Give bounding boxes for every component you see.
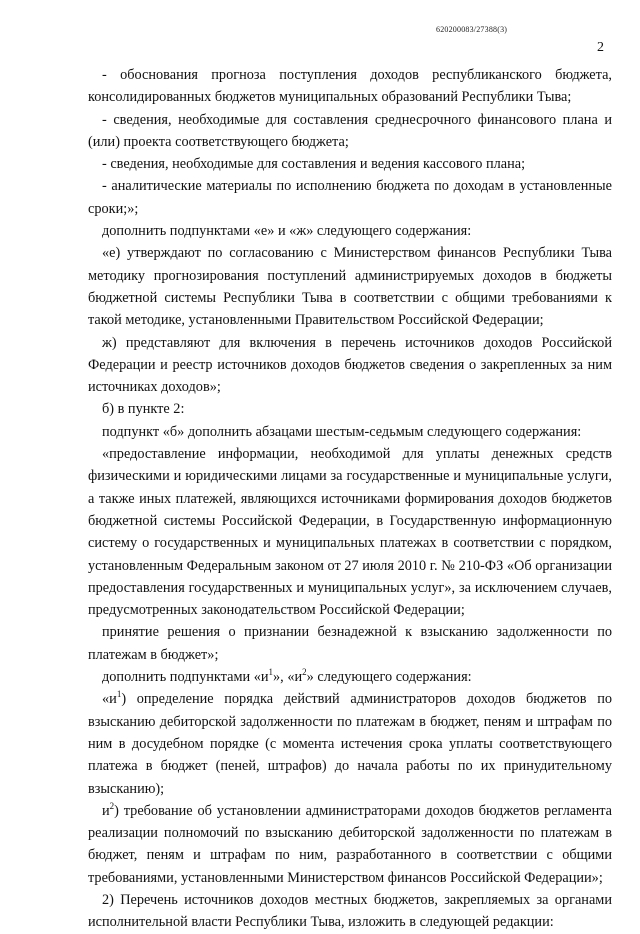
paragraph-15: 2) Перечень источников доходов местных бюджетов, закрепляемых за органами исполнительной власти Республики Тыва, изложить в следующей редакции: [88,891,612,931]
document-id: 620200083/27388(3) [436,25,508,34]
paragraph-3: - сведения, необходимые для составления и ведения кассового плана; [102,156,526,173]
page-number: 2 [597,40,604,55]
paragraph-4: - аналитические материалы по исполнению бюджета по доходам в установленные сроки;»; [88,178,612,217]
document-body [88,64,612,934]
paragraph-8: б) в пункте 2: [102,401,185,418]
paragraph-5: дополнить подпунктами «е» и «ж» следующего содержания: [102,223,472,240]
paragraph-11: принятие решения о признании безнадежной к взысканию задолженности по платежам в бюджет»; [88,624,612,663]
paragraph-9: подпункт «б» дополнить абзацами шестым-седьмым следующего содержания: [102,423,582,440]
paragraph-6: «е) утверждают по согласованию с Министерством финансов Республики Тыва методику прогнозирования поступлений администрируемых доходов в бюджеты бюджетной системы Республики Тыва в соответствии с общими требованиями к такой методике, установленными Правительством Российской Федерации; [88,245,612,329]
paragraph-14: $и^2$) требование об установлении администраторами доходов бюджетов регламента реализации полномочий по взысканию дебиторской задолженности по платежам в бюджет, пеням и штрафам по ним, разработанного в соответствии с общими требованиями, установленными Министерством финансов Российской Федерации»; [88,801,612,886]
paragraph-7: ж) представляют для включения в перечень источников доходов Российской Федерации и реестр источников доходов бюджетов сведения о закрепленных за ним источниках доходов»; [88,334,612,396]
paragraph-12: дополнить подпунктами «$и^1$», «$и^2$» следующего содержания: [102,667,472,686]
paragraph-13: «$и^1$) определение порядка действий администраторов доходов бюджетов по взысканию дебиторской задолженности по платежам в бюджет, пеням и штрафам по ним в досудебном порядке (с момента истечения срока уплаты соответствующего платежа в бюджет (пеней, штрафов) до начала работы по их принудительному взысканию); [88,689,612,797]
paragraph-10: «предоставление информации, необходимой для уплаты денежных средств физическими и юридическими лицами за государственные и муниципальные услуги, а также иных платежей, являющихся источниками формирования доходов бюджетов бюджетной системы Российской Федерации, в Государственную информационную систему о государственных и муниципальных платежах в соответствии с порядком, установленным Федеральным законом от 27 июля 2010 г. № 210-ФЗ «Об организации предоставления государственных и муниципальных услуг», за исключением случаев, предусмотренных законодательством Российской Федерации; [88,446,612,619]
paragraph-1: - обоснования прогноза поступления доходов республиканского бюджета, консолидированных бюджетов муниципальных образований Республики Тыва; [88,67,612,106]
paragraph-2: - сведения, необходимые для составления среднесрочного финансового плана и (или) проекта соответствующего бюджета; [88,111,612,150]
